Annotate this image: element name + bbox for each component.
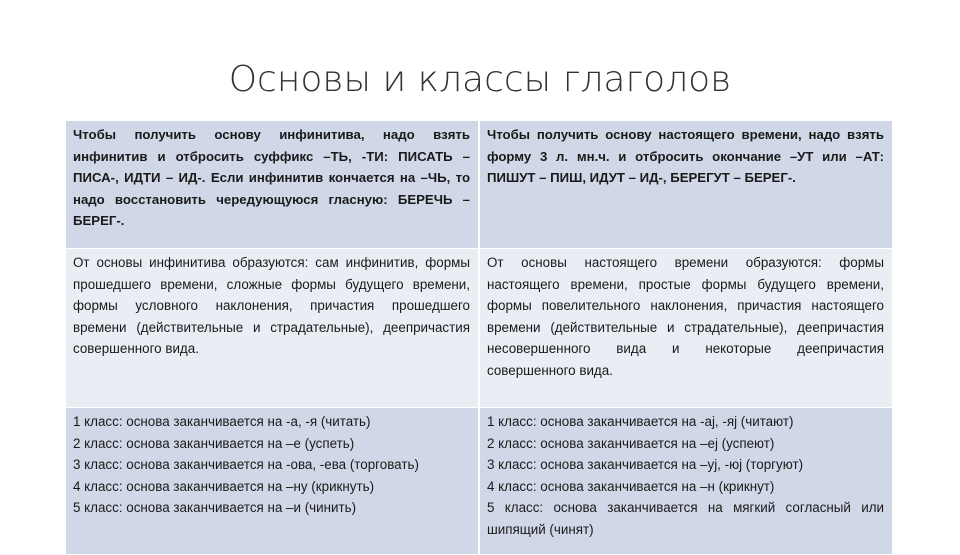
present-stem-rule-cell: Чтобы получить основу настоящего времени, надо взять форму 3 л. мн.ч. и отбросить окончание –УТ или –АТ: ПИШУТ – ПИШ, ИДУТ – ИД-, БЕРЕГУТ – БЕРЕГ-. xyxy=(479,121,893,249)
class-1-present-line: 1 класс: основа заканчивается на -aj, -яj (читают) xyxy=(487,414,794,429)
present-classes-cell xyxy=(479,408,893,555)
class-3-present-line: 3 класс: основа заканчивается на –уj, -юj (торгуют) xyxy=(487,457,804,472)
infinitive-stem-rule-cell: Чтобы получить основу инфинитива, надо взять инфинитив и отбросить суффикс –ТЬ, -ТИ: ПИСАТЬ – ПИСА-, ИДТИ – ИД-. Если инфинитив кончается на –ЧЬ, то надо восстановить чередующуюся гласную: БЕРЕЧЬ – БЕРЕГ-. xyxy=(66,121,480,249)
class-2-present-line: 2 класс: основа заканчивается на –ej (успеют) xyxy=(487,435,775,451)
table-row xyxy=(66,121,893,249)
class-4-infinitive-line: 4 класс: основа заканчивается на –ну (крикнуть) xyxy=(73,478,375,494)
class-5-present-line: 5 класс: основа заканчивается на мягкий согласный или шипящий (чинят) xyxy=(487,500,884,537)
table-row xyxy=(66,249,893,408)
table-row xyxy=(66,408,893,555)
verb-stems-table xyxy=(65,120,893,555)
infinitive-classes-cell xyxy=(66,408,480,555)
class-5-infinitive-line: 5 класс: основа заканчивается на –и (чинить) xyxy=(73,500,357,515)
class-2-infinitive-line: 2 класс: основа заканчивается на –е (успеть) xyxy=(73,435,355,451)
class-1-infinitive-line: 1 класс: основа заканчивается на -а, -я (читать) xyxy=(73,414,371,429)
class-3-infinitive-line: 3 класс: основа заканчивается на -ова, -ева (торговать) xyxy=(73,457,419,472)
class-4-present-line: 4 класс: основа заканчивается на –н (крикнут) xyxy=(487,478,775,494)
page-title: Основы и классы глаголов xyxy=(228,59,732,100)
infinitive-stem-forms-cell: От основы инфинитива образуются: сам инфинитив, формы прошедшего времени, сложные формы будущего времени, формы условного наклонения, причастия прошедшего времени (действительные и страдательные), деепричастия совершенного вида. xyxy=(66,249,480,408)
present-stem-forms-cell: От основы настоящего времени образуются: формы настоящего времени, простые формы будущего времени, формы повелительного наклонения, причастия настоящего времени (действительные и страдательные), деепричастия несовершенного вида и некоторые деепричастия совершенного вида. xyxy=(479,249,893,408)
